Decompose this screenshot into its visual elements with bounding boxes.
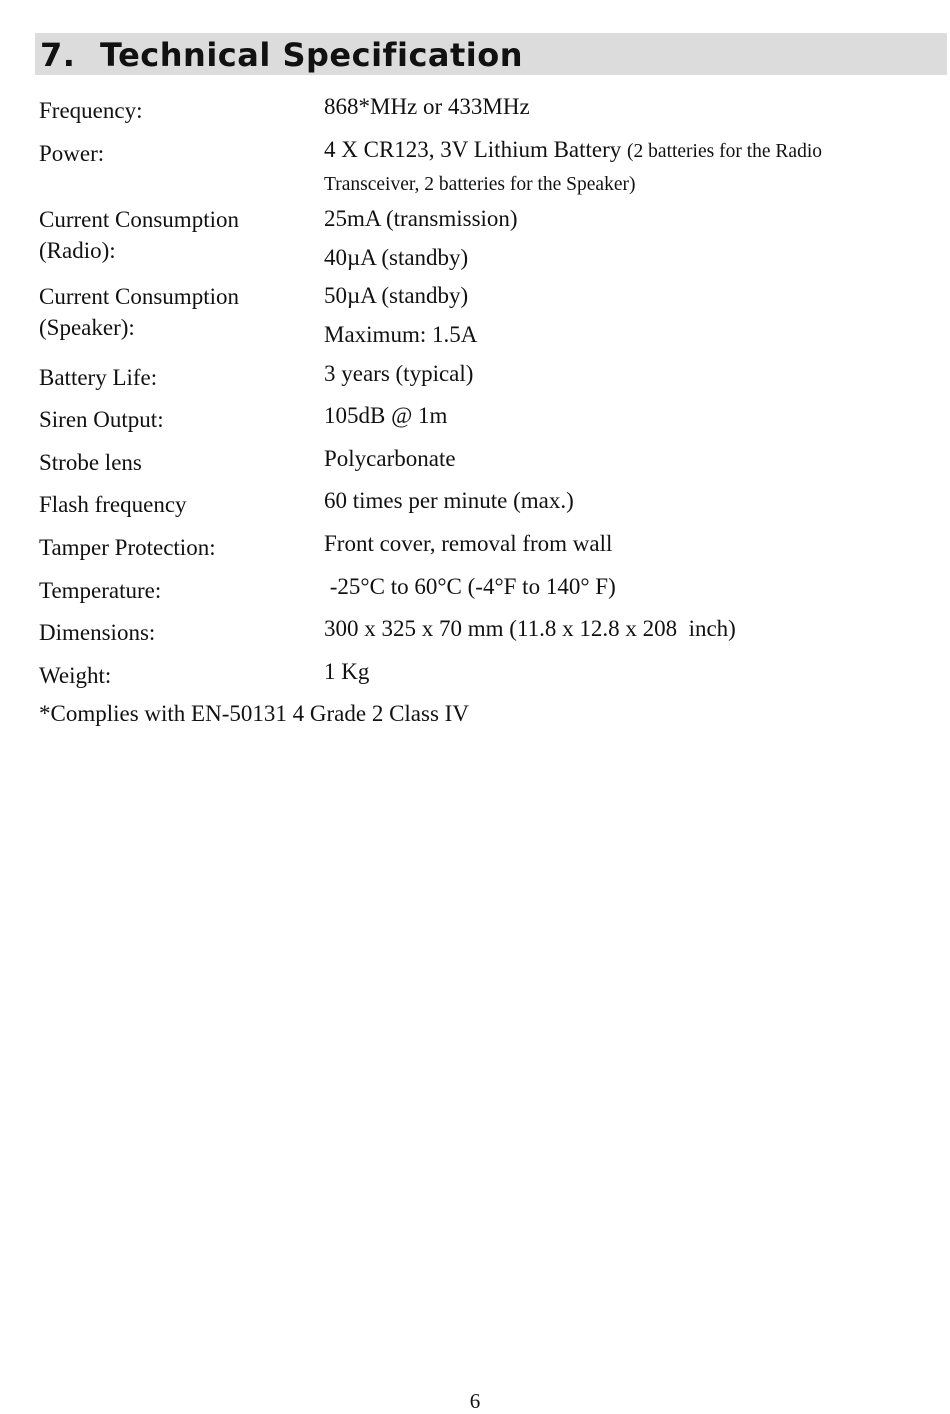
spec-label: Weight: bbox=[39, 662, 112, 688]
spec-value-line: 105dB @ 1m bbox=[324, 403, 448, 429]
page-number: 6 bbox=[469, 1389, 481, 1413]
spec-value bbox=[324, 440, 919, 479]
spec-value-line: Maximum: 1.5A bbox=[324, 321, 478, 347]
spec-label: Tamper Protection: bbox=[39, 534, 216, 560]
spec-value-line: 868*MHz or 433MHz bbox=[324, 94, 530, 119]
spec-label-line: Current Consumption bbox=[39, 207, 239, 233]
spec-value-main: 4 X CR123, 3V Lithium Battery bbox=[324, 136, 622, 162]
spec-row-dimensions bbox=[39, 610, 919, 653]
spec-value bbox=[324, 525, 919, 564]
spec-value-line: Polycarbonate bbox=[324, 445, 456, 471]
spec-value-line: 1 Kg bbox=[324, 658, 370, 684]
spec-value bbox=[324, 397, 919, 436]
spec-row-tamper-protection bbox=[39, 525, 919, 568]
spec-label: Temperature: bbox=[39, 577, 162, 603]
spec-label: Dimensions: bbox=[39, 620, 156, 646]
spec-value-line: 60 times per minute (max.) bbox=[324, 488, 574, 514]
spec-label: Battery Life: bbox=[39, 364, 158, 390]
spec-label: Strobe lens bbox=[39, 449, 142, 475]
spec-value bbox=[324, 653, 919, 692]
spec-label: Power: bbox=[39, 140, 105, 166]
spec-value-line bbox=[324, 131, 919, 170]
spec-label-line: Current Consumption bbox=[39, 284, 239, 310]
spec-value-line: 25mA (transmission) bbox=[324, 206, 518, 232]
section-number: 7. bbox=[40, 36, 76, 74]
spec-value-line: -25°C to 60°C (-4°F to 140° F) bbox=[324, 573, 616, 599]
spec-row-battery-life bbox=[39, 355, 919, 398]
spec-value-line: 50µA (standby) bbox=[324, 283, 469, 309]
spec-row-current-speaker bbox=[39, 277, 919, 354]
spec-label: Siren Output: bbox=[39, 407, 164, 433]
specification-table bbox=[39, 88, 919, 734]
spec-label-line: (Radio): bbox=[39, 238, 116, 264]
spec-value bbox=[324, 610, 919, 649]
spec-label: Flash frequency bbox=[39, 492, 187, 518]
spec-row-flash-frequency bbox=[39, 482, 919, 525]
compliance-footnote: *Complies with EN-50131 4 Grade 2 Class IV bbox=[39, 701, 469, 727]
section-title: Technical Specification bbox=[100, 36, 524, 74]
spec-row-siren-output bbox=[39, 397, 919, 440]
section-heading bbox=[40, 35, 523, 75]
spec-value-line: Front cover, removal from wall bbox=[324, 530, 613, 556]
spec-row-power bbox=[39, 131, 919, 201]
spec-row-current-radio bbox=[39, 200, 919, 277]
spec-value bbox=[324, 131, 919, 201]
spec-row-weight bbox=[39, 653, 919, 696]
spec-value bbox=[324, 277, 919, 354]
spec-label: Frequency: bbox=[39, 98, 143, 123]
spec-row-frequency bbox=[39, 88, 919, 131]
spec-value bbox=[324, 200, 919, 277]
spec-value bbox=[324, 355, 919, 394]
spec-value bbox=[324, 88, 919, 127]
spec-value bbox=[324, 482, 919, 521]
spec-value-line: 300 x 325 x 70 mm (11.8 x 12.8 x 208 inch) bbox=[324, 616, 736, 642]
spec-label-line: (Speaker): bbox=[39, 315, 135, 341]
spec-label bbox=[39, 200, 324, 266]
spec-row-temperature bbox=[39, 568, 919, 611]
spec-value-line: 40µA (standby) bbox=[324, 244, 469, 270]
spec-value-note-continued: Transceiver, 2 batteries for the Speaker) bbox=[324, 174, 636, 196]
spec-label bbox=[39, 277, 324, 343]
spec-value-line: 3 years (typical) bbox=[324, 360, 474, 386]
spec-value-note: (2 batteries for the Radio bbox=[627, 140, 822, 162]
spec-value bbox=[324, 568, 919, 607]
spec-row-strobe-lens bbox=[39, 440, 919, 483]
